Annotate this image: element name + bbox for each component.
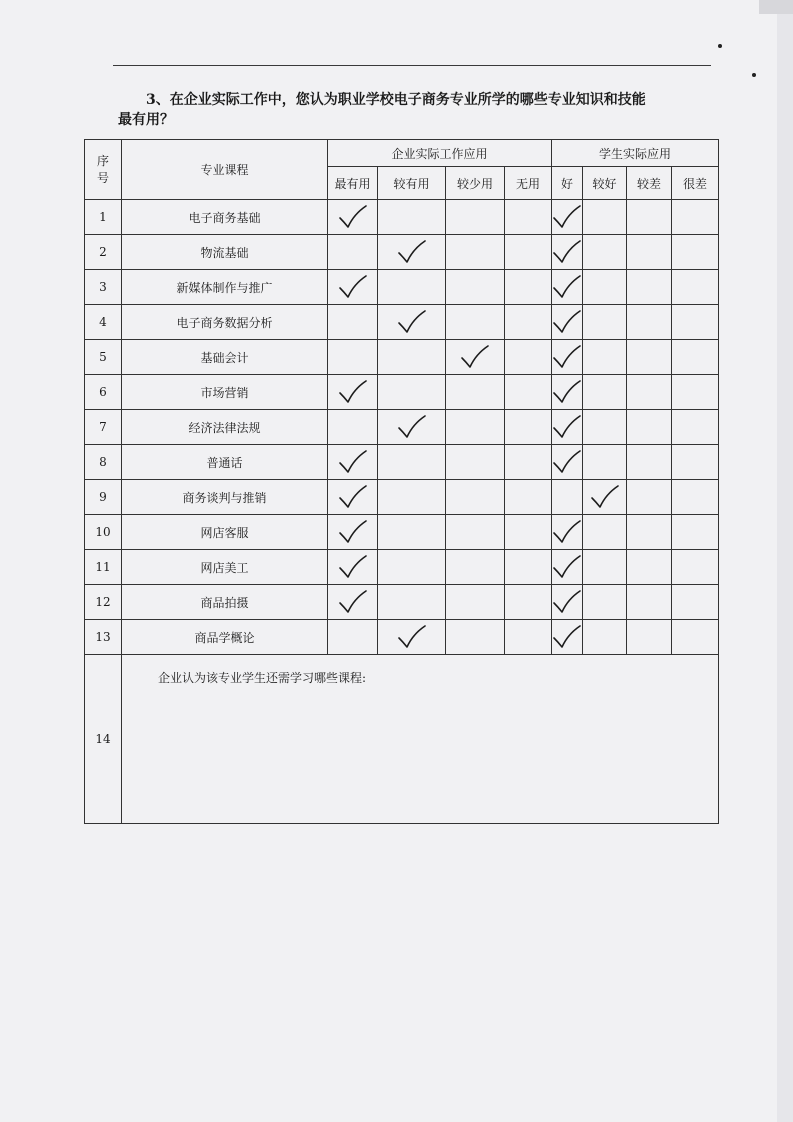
course-name: 商品学概论	[122, 620, 328, 655]
enterprise-rating-cell[interactable]	[328, 340, 378, 375]
course-name: 市场营销	[122, 375, 328, 410]
student-rating-cell[interactable]	[672, 235, 719, 270]
table-row	[85, 375, 719, 410]
enterprise-rating-cell[interactable]	[378, 305, 446, 340]
enterprise-rating-cell[interactable]	[328, 515, 378, 550]
checkmark-icon	[552, 449, 582, 475]
row-number: 9	[85, 480, 122, 515]
course-name: 电子商务数据分析	[122, 305, 328, 340]
student-rating-cell[interactable]	[672, 305, 719, 340]
student-rating-cell[interactable]	[672, 445, 719, 480]
student-rating-cell[interactable]	[552, 480, 583, 515]
student-level-header: 很差	[672, 167, 719, 200]
enterprise-rating-cell[interactable]	[505, 585, 552, 620]
page-edge	[777, 0, 793, 1122]
checkmark-icon	[552, 414, 582, 440]
student-level-header: 好	[552, 167, 583, 200]
enterprise-rating-cell[interactable]	[446, 340, 505, 375]
enterprise-rating-cell[interactable]	[328, 375, 378, 410]
student-rating-cell[interactable]	[672, 200, 719, 235]
enterprise-rating-cell[interactable]	[446, 620, 505, 655]
student-rating-cell[interactable]	[552, 270, 583, 305]
enterprise-rating-cell[interactable]	[446, 270, 505, 305]
table-row	[85, 410, 719, 445]
student-rating-cell[interactable]	[552, 445, 583, 480]
checkmark-icon	[552, 554, 582, 580]
checkmark-icon	[552, 379, 582, 405]
enterprise-rating-cell[interactable]	[378, 200, 446, 235]
student-rating-cell[interactable]	[583, 235, 627, 270]
course-name: 网店美工	[122, 550, 328, 585]
extra-courses-field[interactable]	[122, 655, 719, 824]
checkmark-icon	[397, 239, 427, 265]
row-number: 2	[85, 235, 122, 270]
enterprise-rating-cell[interactable]	[328, 200, 378, 235]
row-number: 1	[85, 200, 122, 235]
checkmark-icon	[338, 274, 368, 300]
seq-header-line-1: 序	[96, 153, 109, 168]
row-number: 13	[85, 620, 122, 655]
course-name: 电子商务基础	[122, 200, 328, 235]
table-row	[85, 305, 719, 340]
student-rating-cell[interactable]	[627, 340, 672, 375]
enterprise-rating-cell[interactable]	[505, 305, 552, 340]
extra-courses-row	[85, 655, 719, 824]
enterprise-rating-cell[interactable]	[446, 410, 505, 445]
enterprise-rating-cell[interactable]	[328, 585, 378, 620]
student-rating-cell[interactable]	[552, 410, 583, 445]
checkmark-icon	[338, 379, 368, 405]
course-name: 网店客服	[122, 515, 328, 550]
enterprise-rating-cell[interactable]	[328, 550, 378, 585]
question-line-1: 3、在企业实际工作中，您认为职业学校电子商务专业所学的哪些专业知识和技能	[146, 92, 646, 108]
enterprise-rating-cell[interactable]	[446, 445, 505, 480]
enterprise-rating-cell[interactable]	[446, 515, 505, 550]
enterprise-level-header: 无用	[505, 167, 552, 200]
table-row	[85, 620, 719, 655]
student-rating-cell[interactable]	[627, 270, 672, 305]
student-rating-cell[interactable]	[583, 620, 627, 655]
enterprise-rating-cell[interactable]	[446, 585, 505, 620]
student-rating-cell[interactable]	[672, 550, 719, 585]
course-name: 商务谈判与推销	[122, 480, 328, 515]
enterprise-rating-cell[interactable]	[378, 235, 446, 270]
enterprise-rating-cell[interactable]	[505, 410, 552, 445]
enterprise-rating-cell[interactable]	[505, 235, 552, 270]
seq-header-line-2: 号	[96, 170, 109, 185]
student-rating-cell[interactable]	[672, 340, 719, 375]
student-rating-cell[interactable]	[583, 445, 627, 480]
student-rating-cell[interactable]	[627, 375, 672, 410]
enterprise-rating-cell[interactable]	[378, 620, 446, 655]
student-rating-cell[interactable]	[552, 620, 583, 655]
checkmark-icon	[397, 414, 427, 440]
row-number: 5	[85, 340, 122, 375]
course-name: 经济法律法规	[122, 410, 328, 445]
table-row	[85, 235, 719, 270]
survey-table	[84, 139, 719, 824]
course-name: 商品拍摄	[122, 585, 328, 620]
student-rating-cell[interactable]	[627, 235, 672, 270]
checkmark-icon	[460, 344, 490, 370]
student-rating-cell[interactable]	[552, 200, 583, 235]
student-rating-cell[interactable]	[552, 375, 583, 410]
checkmark-icon	[552, 239, 582, 265]
student-rating-cell[interactable]	[672, 410, 719, 445]
student-rating-cell[interactable]	[583, 480, 627, 515]
table-row	[85, 585, 719, 620]
checkmark-icon	[552, 344, 582, 370]
enterprise-rating-cell[interactable]	[328, 305, 378, 340]
enterprise-rating-cell[interactable]	[328, 480, 378, 515]
checkmark-icon	[397, 624, 427, 650]
student-rating-cell[interactable]	[627, 585, 672, 620]
row-number: 12	[85, 585, 122, 620]
student-rating-cell[interactable]	[627, 550, 672, 585]
student-rating-cell[interactable]	[627, 620, 672, 655]
table-row	[85, 270, 719, 305]
enterprise-rating-cell[interactable]	[378, 585, 446, 620]
row-number: 8	[85, 445, 122, 480]
row-number: 11	[85, 550, 122, 585]
checkmark-icon	[552, 624, 582, 650]
enterprise-rating-cell[interactable]	[328, 410, 378, 445]
course-name: 新媒体制作与推广	[122, 270, 328, 305]
checkmark-icon	[338, 484, 368, 510]
enterprise-rating-cell[interactable]	[505, 445, 552, 480]
enterprise-rating-cell[interactable]	[505, 375, 552, 410]
enterprise-rating-cell[interactable]	[378, 340, 446, 375]
checkmark-icon	[590, 484, 620, 510]
checkmark-icon	[338, 554, 368, 580]
student-rating-cell[interactable]	[583, 340, 627, 375]
checkmark-icon	[338, 449, 368, 475]
seq-header	[85, 140, 122, 200]
enterprise-rating-cell[interactable]	[378, 270, 446, 305]
enterprise-rating-cell[interactable]	[505, 480, 552, 515]
student-rating-cell[interactable]	[552, 235, 583, 270]
checkmark-icon	[338, 204, 368, 230]
student-rating-cell[interactable]	[552, 585, 583, 620]
enterprise-rating-cell[interactable]	[505, 270, 552, 305]
student-rating-cell[interactable]	[627, 515, 672, 550]
table-row	[85, 200, 719, 235]
student-rating-cell[interactable]	[627, 480, 672, 515]
student-rating-cell[interactable]	[672, 620, 719, 655]
enterprise-level-header: 较少用	[446, 167, 505, 200]
checkmark-icon	[338, 589, 368, 615]
student-rating-cell[interactable]	[672, 270, 719, 305]
student-rating-cell[interactable]	[672, 480, 719, 515]
enterprise-rating-cell[interactable]	[446, 235, 505, 270]
enterprise-rating-cell[interactable]	[446, 375, 505, 410]
student-rating-cell[interactable]	[627, 305, 672, 340]
checkmark-icon	[397, 309, 427, 335]
course-header: 专业课程	[122, 140, 328, 200]
question-text	[118, 90, 718, 130]
corner-mark	[759, 0, 793, 14]
enterprise-rating-cell[interactable]	[446, 200, 505, 235]
course-name: 物流基础	[122, 235, 328, 270]
enterprise-group-header: 企业实际工作应用	[328, 140, 552, 167]
course-name: 普通话	[122, 445, 328, 480]
student-rating-cell[interactable]	[672, 515, 719, 550]
ink-dot	[718, 44, 722, 48]
enterprise-rating-cell[interactable]	[378, 375, 446, 410]
enterprise-rating-cell[interactable]	[446, 550, 505, 585]
student-rating-cell[interactable]	[583, 375, 627, 410]
student-rating-cell[interactable]	[552, 515, 583, 550]
table-row	[85, 515, 719, 550]
table-row	[85, 550, 719, 585]
student-rating-cell[interactable]	[583, 200, 627, 235]
student-level-header: 较差	[627, 167, 672, 200]
checkmark-icon	[552, 274, 582, 300]
enterprise-rating-cell[interactable]	[505, 200, 552, 235]
student-rating-cell[interactable]	[627, 200, 672, 235]
student-rating-cell[interactable]	[672, 375, 719, 410]
course-name: 基础会计	[122, 340, 328, 375]
student-rating-cell[interactable]	[627, 445, 672, 480]
student-level-header: 较好	[583, 167, 627, 200]
student-rating-cell[interactable]	[672, 585, 719, 620]
enterprise-rating-cell[interactable]	[378, 515, 446, 550]
student-rating-cell[interactable]	[583, 305, 627, 340]
table-row	[85, 445, 719, 480]
table-row	[85, 480, 719, 515]
row-number: 14	[85, 655, 122, 824]
ink-dot	[752, 73, 756, 77]
enterprise-rating-cell[interactable]	[378, 480, 446, 515]
extra-courses-prompt: 企业认为该专业学生还需学习哪些课程:	[158, 671, 367, 685]
enterprise-rating-cell[interactable]	[505, 550, 552, 585]
enterprise-rating-cell[interactable]	[328, 445, 378, 480]
enterprise-rating-cell[interactable]	[328, 620, 378, 655]
row-number: 7	[85, 410, 122, 445]
row-number: 4	[85, 305, 122, 340]
student-rating-cell[interactable]	[552, 550, 583, 585]
enterprise-rating-cell[interactable]	[378, 410, 446, 445]
row-number: 3	[85, 270, 122, 305]
checkmark-icon	[552, 204, 582, 230]
row-number: 10	[85, 515, 122, 550]
enterprise-rating-cell[interactable]	[505, 340, 552, 375]
student-group-header: 学生实际应用	[552, 140, 719, 167]
student-rating-cell[interactable]	[583, 515, 627, 550]
student-rating-cell[interactable]	[552, 340, 583, 375]
enterprise-rating-cell[interactable]	[378, 445, 446, 480]
enterprise-rating-cell[interactable]	[505, 620, 552, 655]
checkmark-icon	[338, 519, 368, 545]
header-rule	[113, 65, 711, 66]
checkmark-icon	[552, 309, 582, 335]
enterprise-level-header: 最有用	[328, 167, 378, 200]
enterprise-rating-cell[interactable]	[446, 305, 505, 340]
enterprise-rating-cell[interactable]	[446, 480, 505, 515]
student-rating-cell[interactable]	[583, 585, 627, 620]
enterprise-rating-cell[interactable]	[378, 550, 446, 585]
student-rating-cell[interactable]	[552, 305, 583, 340]
enterprise-rating-cell[interactable]	[505, 515, 552, 550]
table-row	[85, 340, 719, 375]
checkmark-icon	[552, 589, 582, 615]
student-rating-cell[interactable]	[627, 410, 672, 445]
student-rating-cell[interactable]	[583, 270, 627, 305]
student-rating-cell[interactable]	[583, 410, 627, 445]
checkmark-icon	[552, 519, 582, 545]
enterprise-rating-cell[interactable]	[328, 270, 378, 305]
enterprise-level-header: 较有用	[378, 167, 446, 200]
row-number: 6	[85, 375, 122, 410]
student-rating-cell[interactable]	[583, 550, 627, 585]
enterprise-rating-cell[interactable]	[328, 235, 378, 270]
question-line-2: 最有用？	[118, 112, 174, 128]
